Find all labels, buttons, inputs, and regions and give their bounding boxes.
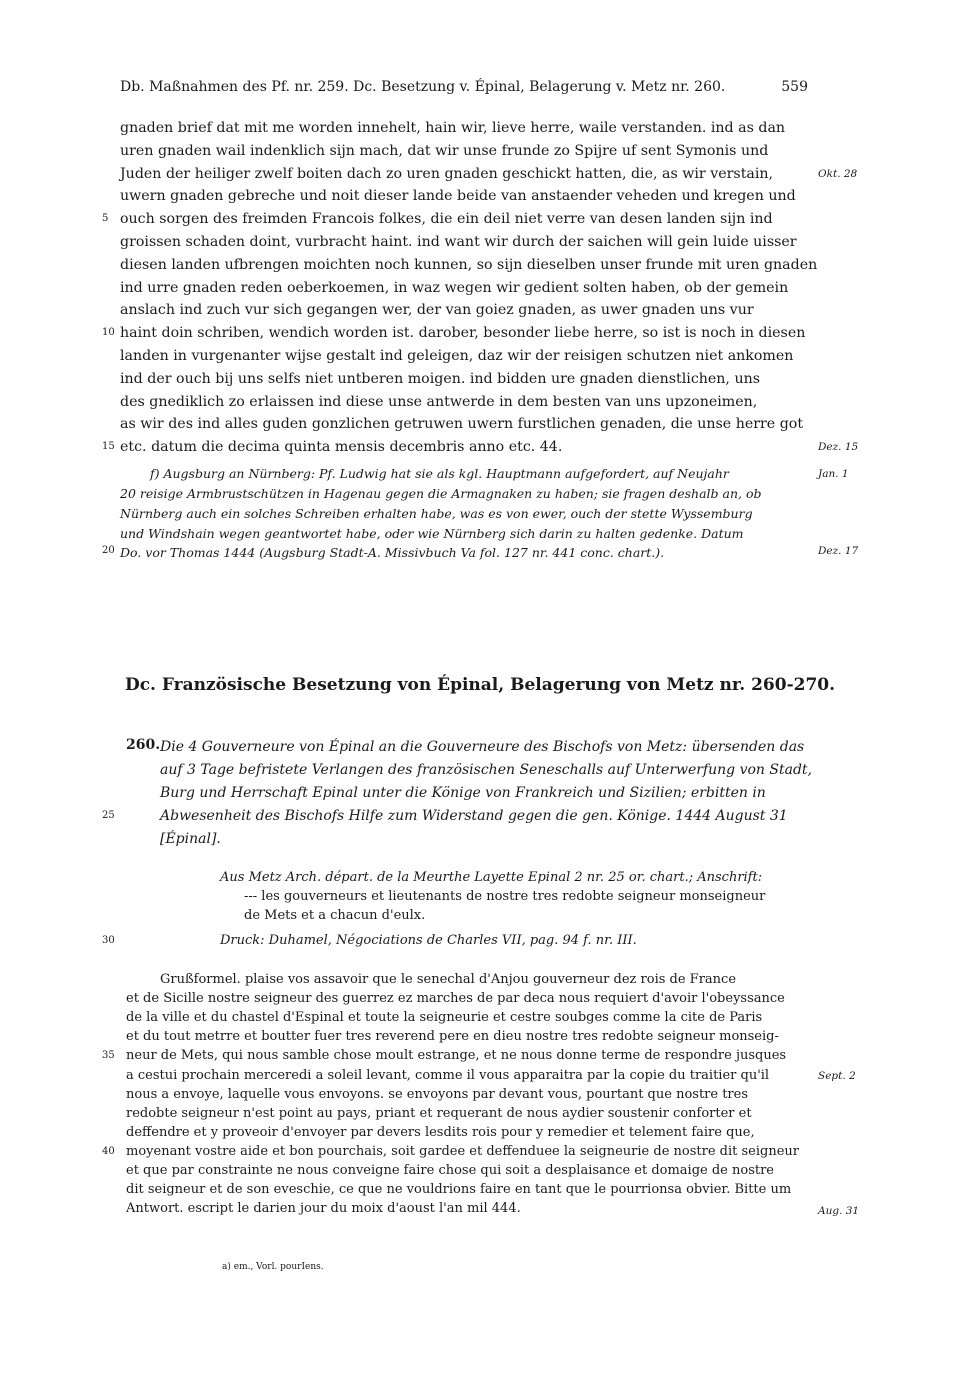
regest-line: auf 3 Tage befristete Verlangen des französischen Seneschalls auf Unterwerfung von Stadt, [160,762,813,778]
text-line: des gnediklich zo erlaissen ind diese unse antwerde in dem besten van uns upzoneimen, [120,394,758,410]
footnote-line: Do. vor Thomas 1444 (Augsburg Stadt-A. Missivbuch Va fol. 127 nr. 441 conc. chart.). [120,545,665,560]
text-line: ouch sorgen des freimden Francois folkes, die ein deil niet verre van desen landen sijn ind [120,211,773,227]
footnote-a: a) em., Vorl. pourIens. [222,1262,324,1272]
line-number: 20 [102,545,115,556]
footnote-line: und Windshain wegen geantwortet habe, oder wie Nürnberg sich darin zu halten gedenke. Datum [120,526,744,541]
letter-line: nous a envoye, laquelle vous envoyons. se envoyons par devant vous, pourtant que nostre tres [126,1087,749,1102]
letter-line: neur de Mets, qui nous samble chose moult estrange, et ne nous donne terme de respondre jusques [126,1048,787,1063]
text-line: ind urre gnaden reden oeberkoemen, in waz wegen wir gedient solten haben, ob der gemein [120,280,789,296]
section-title: Dc. Französische Besetzung von Épinal, Belagerung von Metz nr. 260-270. [124,675,836,695]
line-number: 15 [102,441,115,452]
letter-line: redobte seigneur n'est point au pays, priant et requerant de nous aydier soustenir conforter et [126,1106,752,1121]
letter-line: a cestui prochain merceredi a soleil levant, comme il vous apparaitra par la copie du traitier qu'il [126,1068,770,1083]
text-line: landen in vurgenanter wijse gestalt ind geleigen, daz wir der reisigen schutzen niet ankomen [120,348,794,364]
letter-line: et de Sicille nostre seigneur des guerrez ez marches de par deca nous requiert d'avoir l'obeyssance [126,991,785,1006]
source-line: --- les gouverneurs et lieutenants de nostre tres redobte seigneur monseigneur [244,889,766,904]
regest-line: Die 4 Gouverneure von Épinal an die Gouverneure des Bischofs von Metz: übersenden das [160,739,805,755]
letter-line: de la ville et du chastel d'Espinal et toute la seigneurie et cestre soubges comme la cite de Paris [126,1010,763,1025]
text-line: Juden der heiliger zwelf boiten dach zo uren gnaden geschickt hatten, die, as wir verstain, [120,166,774,182]
text-line: uwern gnaden gebreche und noit dieser lande beide van anstaender veheden und kregen und [120,188,796,204]
print-reference: Druck: Duhamel, Négociations de Charles VII, pag. 94 f. nr. III. [220,933,637,948]
margin-date: Jan. 1 [818,468,849,480]
margin-date: Okt. 28 [818,168,858,180]
text-line: uren gnaden wail indenklich sijn mach, dat wir unse frunde zo Spijre uf sent Symonis und [120,143,769,159]
source-line: Aus Metz Arch. départ. de la Meurthe Layette Epinal 2 nr. 25 or. chart.; Anschrift: [220,870,763,885]
letter-line: et que par constrainte ne nous conveigne faire chose qui soit a desplaisance et domaige de nostre [126,1163,775,1178]
letter-line: dit seigneur et de son eveschie, ce que ne vouldrions faire en tant que le pourrionsa obvier. Bitte um [126,1182,792,1197]
margin-date: Aug. 31 [818,1205,860,1217]
text-line: haint doin schriben, wendich worden ist. darober, besonder liebe herre, so ist is noch in diesen [120,325,806,341]
line-number: 10 [102,327,115,338]
text-line: groissen schaden doint, vurbracht haint. ind want wir durch der saichen will gein luide uisser [120,234,797,250]
letter-line: Grußformel. plaise vos assavoir que le senechal d'Anjou gouverneur dez rois de France [160,972,737,987]
line-number: 40 [102,1146,115,1157]
regest-line: [Épinal]. [160,831,221,847]
margin-date: Dez. 15 [818,441,859,453]
line-number: 30 [102,935,115,946]
source-line: de Mets et a chacun d'eulx. [244,908,426,923]
letter-line: deffendre et y proveoir d'envoyer par devers lesdits rois pour y remedier et telement faire que, [126,1125,755,1140]
letter-line: moyenant vostre aide et bon pourchais, soit gardee et deffenduee la seigneurie de nostre dit seigneur [126,1144,799,1159]
running-title: Db. Maßnahmen des Pf. nr. 259. Dc. Besetzung v. Épinal, Belagerung v. Metz nr. 260. [120,79,726,95]
footnote-line: Nürnberg auch ein solches Schreiben erhalten habe, was es von ewer, ouch der stette Wyssemburg [120,506,753,521]
document-number: 260. [126,737,161,753]
regest-line: Burg und Herrschaft Epinal unter die Könige von Frankreich und Sizilien; erbitten in [160,785,766,801]
text-line: etc. datum die decima quinta mensis decembris anno etc. 44. [120,439,563,455]
letter-line: Antwort. escript le darien jour du moix d'aoust l'an mil 444. [126,1201,521,1216]
text-line: ind der ouch bij uns selfs niet untberen moigen. ind bidden ure gnaden dienstlichen, uns [120,371,761,387]
text-line: diesen landen ufbrengen moichten noch kunnen, so sijn dieselben unser frunde mit uren gnaden [120,257,818,273]
text-line: anslach ind zuch vur sich gegangen wer, der van goiez gnaden, as uwer gnaden uns vur [120,302,754,318]
text-line: as wir des ind alles guden gonzlichen getruwen uwern furstlichen genaden, die unse herre got [120,416,804,432]
regest-line: Abwesenheit des Bischofs Hilfe zum Widerstand gegen die gen. Könige. 1444 August 31 [160,808,788,824]
page-number: 559 [781,79,808,95]
letter-line: et du tout metrre et boutter fuer tres reverend pere en dieu nostre tres redobte seigneur monseig- [126,1029,779,1044]
text-line: gnaden brief dat mit me worden innehelt, hain wir, lieve herre, waile verstanden. ind as dan [120,120,786,136]
footnote-line: f) Augsburg an Nürnberg: Pf. Ludwig hat sie als kgl. Hauptmann aufgefordert, auf Neujahr [150,466,729,481]
line-number: 5 [102,213,109,224]
margin-date: Dez. 17 [818,545,859,557]
line-number: 25 [102,810,115,821]
margin-date: Sept. 2 [818,1070,856,1082]
line-number: 35 [102,1050,115,1061]
footnote-line: 20 reisige Armbrustschützen in Hagenau gegen die Armagnaken zu haben; sie fragen deshalb an, ob [120,486,762,501]
running-header [120,79,808,95]
